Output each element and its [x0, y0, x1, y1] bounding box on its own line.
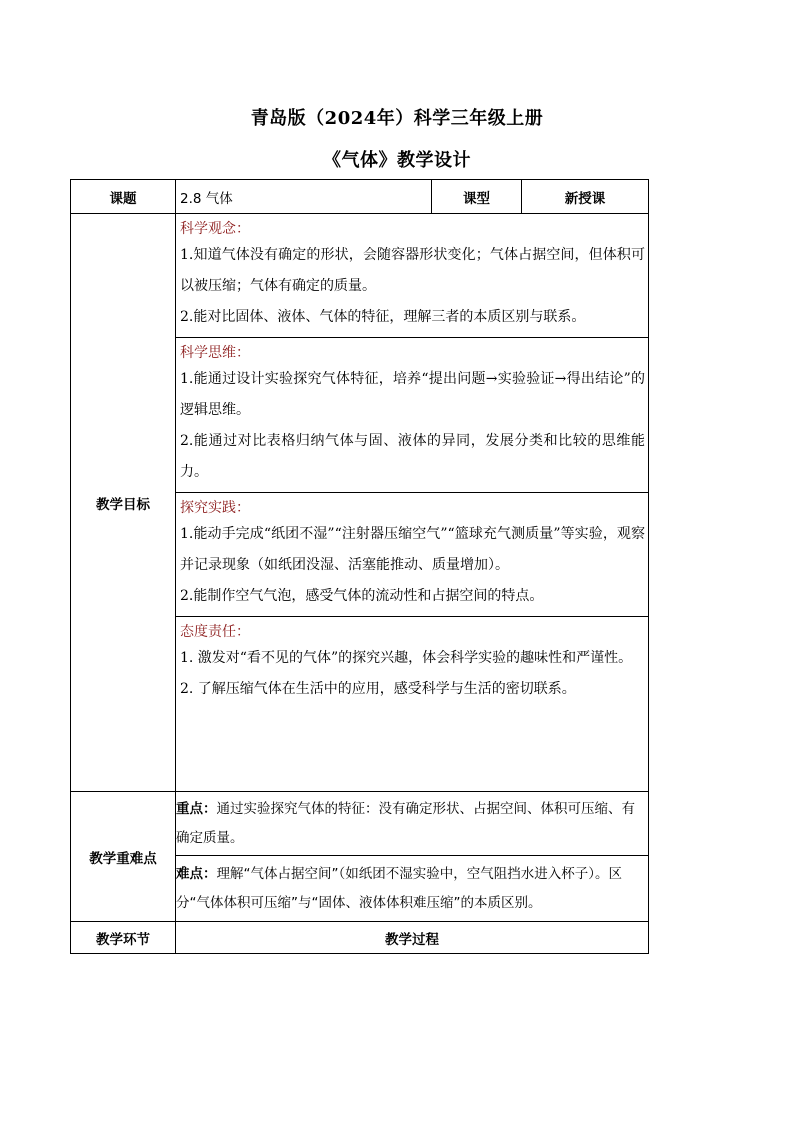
- goal-section-thinking: [176, 338, 648, 493]
- goal-item: 1. 激发对“看不见的气体”的探究兴趣，体会科学实验的趣味性和严谨性。: [180, 650, 633, 666]
- document-title: 青岛版（2024年）科学三年级上册: [250, 108, 544, 129]
- key-point-heading: 重点：: [176, 800, 217, 817]
- goal-item: 1.知道气体没有确定的形状，会随容器形状变化；气体占据空间，但体积可以被压缩；气体有确定的质量。: [180, 247, 645, 294]
- key-point-row: [71, 792, 649, 856]
- type-value: 新授课: [522, 180, 649, 214]
- document-subtitle: 《气体》教学设计: [323, 150, 471, 171]
- difficult-point-heading: 难点：: [176, 865, 217, 882]
- goal-item: 2. 了解压缩气体在生活中的应用，感受科学与生活的密切联系。: [180, 681, 576, 697]
- goal-section-heading: 科学思维：: [180, 345, 250, 361]
- goal-item: 1.能动手完成“纸团不湿”“注射器压缩空气”“篮球充气测质量”等实验，观察并记录现象（如纸团没湿、活塞能推动、质量增加）。: [180, 526, 645, 573]
- difficult-point-cell: [176, 856, 649, 922]
- goal-section-heading: 探究实践：: [180, 500, 250, 516]
- process-row: [71, 922, 649, 954]
- lesson-plan-table: [70, 179, 649, 954]
- goal-section-attitude: [176, 617, 648, 709]
- goal-item: 1.能通过设计实验探究气体特征，培养“提出问题→实验验证→得出结论”的逻辑思维。: [180, 371, 645, 418]
- goal-item: 2.能对比固体、液体、气体的特征，理解三者的本质区别与联系。: [180, 309, 586, 325]
- key-difficult-label: 教学重难点: [71, 792, 176, 922]
- type-label: 课型: [432, 180, 522, 214]
- process-value: 教学过程: [176, 922, 649, 954]
- goals-label: 教学目标: [71, 214, 176, 792]
- goals-row: [71, 214, 649, 792]
- topic-label: 课题: [71, 180, 176, 214]
- key-point-cell: [176, 792, 649, 856]
- goals-content: [176, 214, 649, 792]
- goal-section-heading: 态度责任：: [180, 624, 250, 640]
- topic-value: 2.8 气体: [176, 180, 432, 214]
- process-label: 教学环节: [71, 922, 176, 954]
- goal-item: 2.能制作空气气泡，感受气体的流动性和占据空间的特点。: [180, 588, 544, 604]
- difficult-point-text: 理解“气体占据空间”（如纸团不湿实验中，空气阻挡水进入杯子）。区分“气体体积可压缩”与“固体、液体体积难压缩”的本质区别。: [176, 865, 622, 911]
- goal-section-practice: [176, 493, 648, 617]
- goal-item: 2.能通过对比表格归纳气体与固、液体的异同，发展分类和比较的思维能力。: [180, 433, 645, 480]
- goal-section-heading: 科学观念：: [180, 221, 250, 237]
- goal-section-concept: [176, 214, 648, 338]
- header-row: [71, 180, 649, 214]
- key-point-text: 通过实验探究气体的特征：没有确定形状、占据空间、体积可压缩、有确定质量。: [176, 800, 635, 846]
